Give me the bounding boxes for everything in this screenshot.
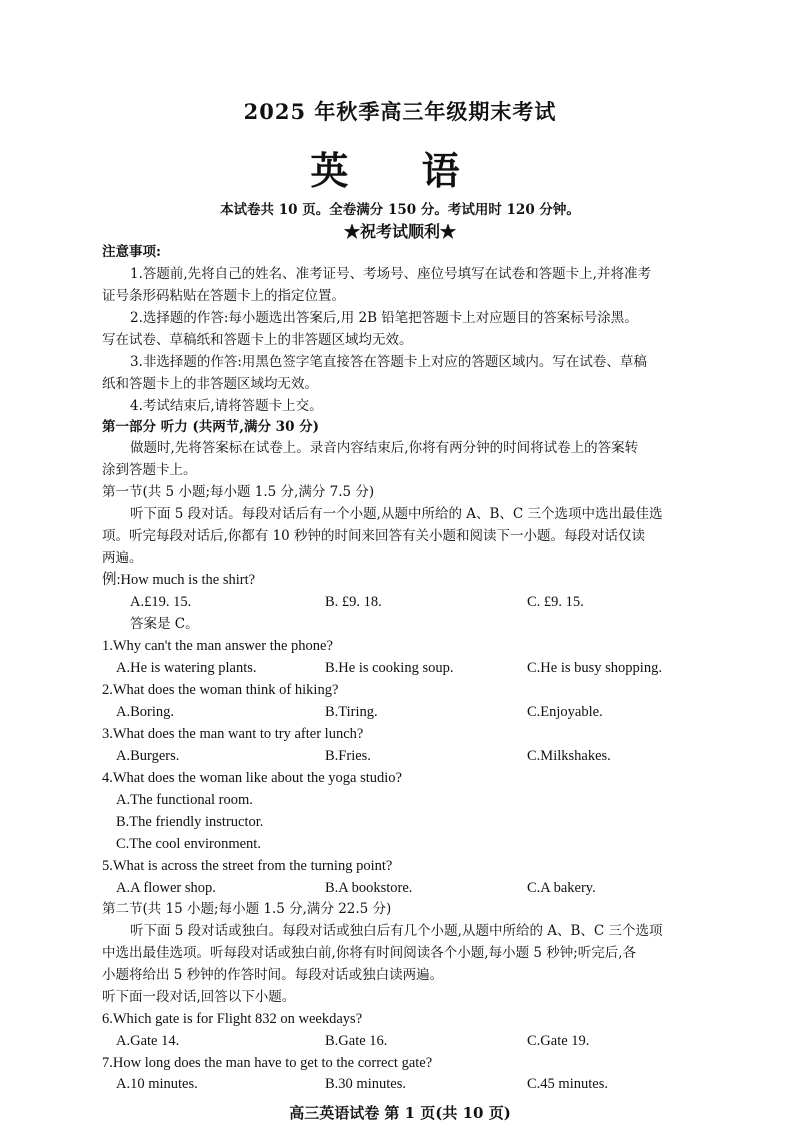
q7-option-c: C.45 minutes. <box>527 1076 608 1092</box>
example-option-b: B. £9. 18. <box>325 594 382 610</box>
page-footer: 高三英语试卷 第 1 页(共 10 页) <box>289 1104 511 1122</box>
q3-option-b: B.Fries. <box>325 748 371 764</box>
good-luck-banner: ★祝考试顺利★ <box>343 222 456 241</box>
section2-instruction: 听下面一段对话,回答以下小题。 <box>102 989 296 1005</box>
exam-info: 本试卷共 10 页。全卷满分 150 分。考试用时 120 分钟。 <box>220 202 580 218</box>
q2-option-a: A.Boring. <box>116 704 174 720</box>
example-option-c: C. £9. 15. <box>527 594 584 610</box>
section2-intro: 小题将给出 5 秒钟的作答时间。每段对话或独白读两遍。 <box>102 967 444 983</box>
q1-option-a: A.He is watering plants. <box>116 660 257 676</box>
example-question: 例:How much is the shirt? <box>102 572 256 588</box>
question-7: 7.How long does the man have to get to the correct gate? <box>102 1055 433 1071</box>
notes-line: 纸和答题卡上的非答题区域均无效。 <box>102 376 318 392</box>
q2-option-b: B.Tiring. <box>325 704 378 720</box>
section1-heading: 第一节(共 5 小题;每小题 1.5 分,满分 7.5 分) <box>102 484 375 500</box>
q4-option-a: A.The functional room. <box>116 792 253 808</box>
question-5: 5.What is across the street from the turning point? <box>102 858 393 874</box>
section1-intro: 项。听完每段对话后,你都有 10 秒钟的时间来回答有关小题和阅读下一小题。每段对话仅读 <box>102 528 646 544</box>
notes-line: 证号条形码粘贴在答题卡上的指定位置。 <box>102 288 345 304</box>
section2-intro: 中选出最佳选项。听每段对话或独白前,你将有时间阅读各个小题,每小题 5 秒钟;听完后,各 <box>102 945 637 961</box>
question-6: 6.Which gate is for Flight 832 on weekdays? <box>102 1011 363 1027</box>
notes-line: 2.选择题的作答:每小题选出答案后,用 2B 铅笔把答题卡上对应题目的答案标号涂黑。 <box>130 310 638 326</box>
notes-line: 1.答题前,先将自己的姓名、准考证号、考场号、座位号填写在试卷和答题卡上,并将准考 <box>130 266 651 282</box>
question-1: 1.Why can't the man answer the phone? <box>102 638 333 654</box>
notes-line: 4.考试结束后,请将答题卡上交。 <box>130 398 323 414</box>
example-answer: 答案是 C。 <box>130 616 199 632</box>
q4-option-b: B.The friendly instructor. <box>116 814 264 830</box>
q6-option-a: A.Gate 14. <box>116 1033 180 1049</box>
q4-option-c: C.The cool environment. <box>116 836 261 852</box>
q6-option-c: C.Gate 19. <box>527 1033 590 1049</box>
q5-option-a: A.A flower shop. <box>116 880 216 896</box>
notes-line: 3.非选择题的作答:用黑色签字笔直接答在答题卡上对应的答题区域内。写在试卷、草稿 <box>130 354 647 370</box>
q5-option-b: B.A bookstore. <box>325 880 413 896</box>
q7-option-b: B.30 minutes. <box>325 1076 406 1092</box>
question-4: 4.What does the woman like about the yoga studio? <box>102 770 402 786</box>
part1-intro: 涂到答题卡上。 <box>102 462 197 478</box>
exam-title: 2025 年秋季高三年级期末考试 <box>243 99 557 124</box>
q2-option-c: C.Enjoyable. <box>527 704 603 720</box>
q3-option-c: C.Milkshakes. <box>527 748 611 764</box>
question-3: 3.What does the man want to try after lunch? <box>102 726 364 742</box>
part1-heading: 第一部分 听力 (共两节,满分 30 分) <box>102 419 320 435</box>
q7-option-a: A.10 minutes. <box>116 1076 198 1092</box>
example-option-a: A.£19. 15. <box>130 594 192 610</box>
section1-intro: 听下面 5 段对话。每段对话后有一个小题,从题中所给的 A、B、C 三个选项中选出最佳选 <box>130 506 663 522</box>
part1-intro: 做题时,先将答案标在试卷上。录音内容结束后,你将有两分钟的时间将试卷上的答案转 <box>130 440 639 456</box>
q6-option-b: B.Gate 16. <box>325 1033 388 1049</box>
notes-heading: 注意事项: <box>102 244 161 260</box>
section2-heading: 第二节(共 15 小题;每小题 1.5 分,满分 22.5 分) <box>102 901 392 917</box>
q3-option-a: A.Burgers. <box>116 748 180 764</box>
q5-option-c: C.A bakery. <box>527 880 596 896</box>
section1-intro: 两遍。 <box>102 550 143 566</box>
notes-line: 写在试卷、草稿纸和答题卡上的非答题区域均无效。 <box>102 332 413 348</box>
q1-option-b: B.He is cooking soup. <box>325 660 454 676</box>
question-2: 2.What does the woman think of hiking? <box>102 682 339 698</box>
section2-intro: 听下面 5 段对话或独白。每段对话或独白后有几个小题,从题中所给的 A、B、C 三个选项 <box>130 923 663 939</box>
q1-option-c: C.He is busy shopping. <box>527 660 662 676</box>
subject-title: 英 语 <box>310 148 490 193</box>
